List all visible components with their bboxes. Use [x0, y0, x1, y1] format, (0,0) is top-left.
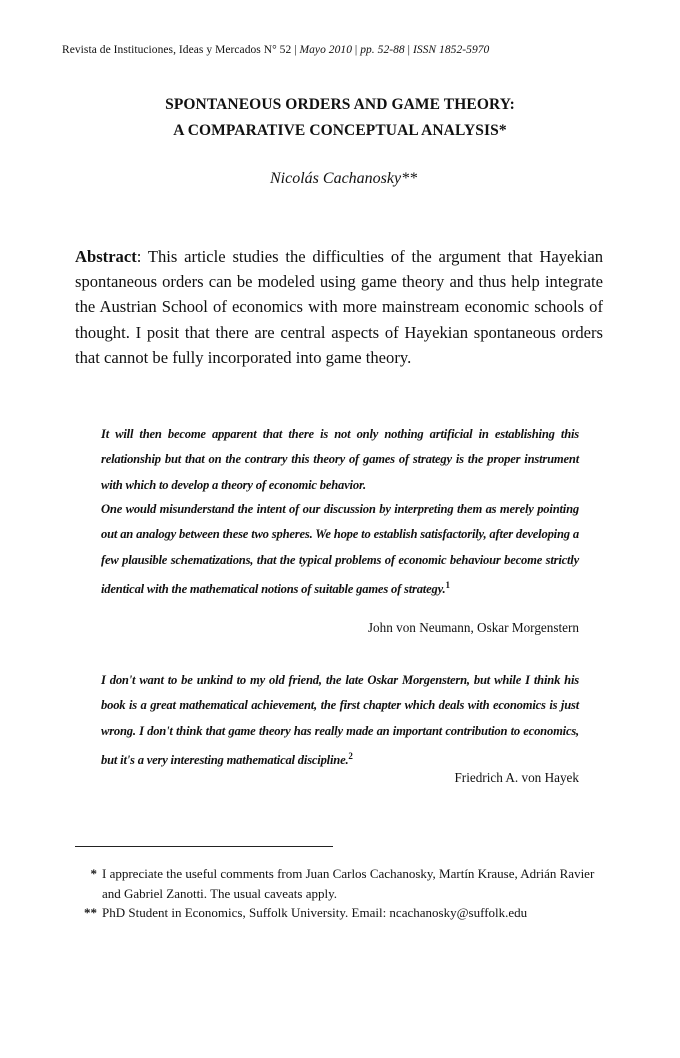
- header-separator: |: [404, 44, 413, 56]
- footnote-text: PhD Student in Economics, Suffolk University. Email: ncachanosky@suffolk.edu: [102, 905, 528, 920]
- abstract-label: Abstract: [75, 247, 137, 266]
- footnote-ref-1[interactable]: 1: [445, 579, 450, 590]
- issue-date: Mayo 2010: [299, 44, 352, 56]
- footnote-text: I appreciate the useful comments from Juan Carlos Cachanosky, Martín Krause, Adrián Ravier and Gabriel Zanotti. The usual caveats apply.: [102, 866, 595, 901]
- abstract-text: : This article studies the difficulties of the argument that Hayekian spontaneous orders can be modeled using game theory and thus help integrate the Austrian School of economics with more mainstream economic schools of thought. I posit that there are central aspects of Hayekian spontaneous orders that cannot be fully incorporated into game theory.: [75, 247, 603, 367]
- header-separator: |: [291, 44, 300, 56]
- footnote-divider: [75, 846, 333, 847]
- running-header: [62, 44, 602, 56]
- footnote-mark: *: [90, 866, 97, 881]
- epigraph-2-text: I don't want to be unkind to my old friend, the late Oskar Morgenstern, but while I think his book is a great mathematical achievement, the first chapter which deals with economics is just wrong. I don't think that game theory has really made an important contribution to economics, but it's a very interesting mathematical discipline.: [101, 673, 579, 768]
- title-line-1: SPONTANEOUS ORDERS AND GAME THEORY:: [165, 96, 515, 113]
- epigraph-1-paragraph-2: [101, 497, 579, 602]
- page-range: pp. 52-88: [360, 44, 405, 56]
- epigraph-2-attribution: Friedrich A. von Hayek: [454, 770, 579, 785]
- author-name: Nicolás Cachanosky**: [270, 170, 418, 187]
- epigraph-1-text: One would misunderstand the intent of our discussion by interpreting them as merely pointing out an analogy between these two spheres. We hope to establish satisfactorily, after developing a few plausible schematizations, that the typical problems of economic behaviour become strictly identical with the mathematical notions of suitable games of strategy.: [101, 502, 579, 597]
- epigraph-1-attribution: John von Neumann, Oskar Morgenstern: [367, 620, 579, 635]
- title-line-2: A COMPARATIVE CONCEPTUAL ANALYSIS*: [173, 122, 507, 139]
- header-separator: |: [352, 44, 361, 56]
- epigraph-2: [101, 668, 579, 773]
- footnote-mark: **: [84, 905, 97, 920]
- footnote-ref-2[interactable]: 2: [348, 750, 353, 761]
- journal-name: Revista de Instituciones, Ideas y Mercados N° 52: [62, 44, 292, 56]
- epigraph-1-paragraph-1: It will then become apparent that there is not only nothing artificial in establishing this relationship but that on the contrary this theory of games of strategy is the proper instrument with which to develop a theory of economic behavior.: [101, 427, 579, 492]
- issn: ISSN 1852-5970: [412, 44, 490, 56]
- abstract: [75, 244, 603, 370]
